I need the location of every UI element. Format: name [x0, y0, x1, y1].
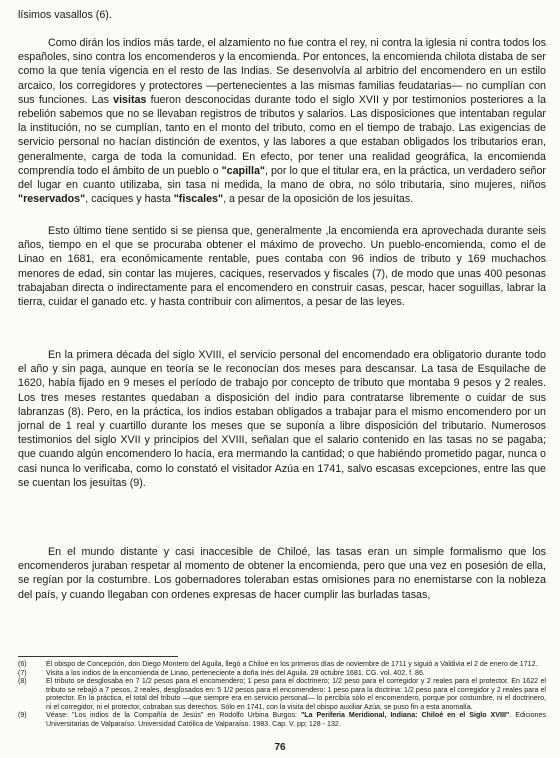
- footnote: (6) El obispo de Concepción, don Diego Montero del Aguila, llegó a Chiloé en los primeros días de noviembre de 1711 y siguió a Valdivia el 2 de enero de 1712.: [18, 660, 538, 668]
- footnote: (9) Véase: "Los indios de la Compañía de Jesús" en Rodolfo Urbina Burgos: "La Periferia Meridional, Indiana: Chiloé en el Siglo XVIII". Ediciones Universitarias de Valparaíso. Universidad Católica de Valparaíso. 1983. Cap. V. pp; 128 - 132.: [18, 711, 546, 728]
- footnote-divider: [18, 656, 178, 657]
- bold-fiscales: "fiscales": [173, 193, 224, 206]
- paragraph-1: Como dirán los indios más tarde, el alzamiento no fue contra el rey, ni contra la iglesia ni contra todos los españoles, sino contra los encomenderos y la encomienda. Por entonces, la encomienda chilota distaba de ser como la que tenía vigencia en el resto de las Indias. Se desenvolvía al arbitrio del encomendero en un estilo arcaico, los corregidores y protectores —pertenecientes a las mismas familias feudatarias— no cumplían con sus funciones. Las visitas fueron desconocidas durante todo el siglo XVII y por testimonios posteriores a la rebelión sabemos que no se llevaban registros de tributos y salarios. Las disposiciones que intentaban regular la institución, no se cumplían, tanto en el monto del tributo, como en el tiempo de trabajo. Las exigencias de servicio personal no hacían distinción de exentos, y las labores a que estaban obligados los tributarios eran, generalmente, carga de toda la comunidad. En efecto, por tener una realidad geográfica, la encomienda comprendía todo el ámbito de un pueblo o "capilla", por lo que el titular era, en la práctica, un verdadero señor del lugar en cuanto utilizaba, sin tasa ni medida, la mano de obra, no sólo tributaria, sino mujeres, niños "reservados", caciques y hasta "fiscales", a pesar de la oposición de los jesuítas.: [18, 37, 546, 206]
- paragraph-3: En la primera década del siglo XVIII, el servicio personal del encomendado era obligatorio durante todo el año y sin paga, aunque en teoría se le reconocían dos meses para descansar. La tasa de Esquilache de 1620, había fijado en 9 meses el período de trabajo por concepto de tributo que montaba 9 pesos y 2 reales. Los tres meses restantes quedaban a disposición del indio para contratarse libremente o cuidar de sus labranzas (8). Pero, en la práctica, los indios estaban obligados a trabajar para el mismo encomendero por un jornal de 1 real y cuartillo durante los meses que se suponía a libre disposición del tributario. Numerosos testimonios del siglo XVII y principios del XVIII, señalan que el salario contenido en las tasas no se pagaba; que cuando algún encomendero lo hacía, era mermando la cantidad; o que habiéndo prometido pagar, nunca o casi nunca lo verificaba, como lo constató el visitador Azúa en 1741, salvo escasas excepciones, entre las que se cuentan los jesuítas (9).: [18, 349, 546, 489]
- page-number: 76: [274, 742, 286, 753]
- book-title: "La Periferia Meridional, Indiana: Chiloé en el Siglo XVIII": [300, 711, 510, 720]
- bold-reservados: "reservados": [18, 193, 86, 206]
- continuation-line: lísimos vasallos (6).: [18, 9, 112, 21]
- bold-visitas: visitas: [113, 93, 147, 106]
- footnote: (8) El tributo se desglosaba en 7 1/2 pesos para el encomendero; 1 peso para el doctrinero; 1/2 peso para el corregidor y 2 reales para el protector. En 1622 el tributo se rebajó a 7 pesos, 2 reales, desglosados en: 5 1/2 pesos para el encomendero: 1 peso para la doctrina: 1/2 peso para el corregidor y 2 reales para el protector. En la práctica, el total del tributo —que siempre era en servicio personal— lo percibía sólo el encomendero, porque por costumbre, ni el doctrinero, ni el corregidor, ni el protector, cobraban sus derechos. Sólo en 1741, con la visita del obispo auxiliar Azúa, se puso fin a esta anomalía.: [18, 677, 546, 711]
- footnote: (7) Visita a los indios de la encomienda de Linao, perteneciente a doña Inés del Aguila. 29 octubre 1681. CG. vol. 402, f. 86.: [18, 668, 425, 677]
- footnotes: [18, 660, 546, 728]
- bold-capilla: "capilla": [221, 164, 265, 177]
- paragraph-4: En el mundo distante y casi inaccesible de Chiloé, las tasas eran un simple formalismo que los encomenderos juraban respetar al momento de obtener la encomienda, pero que una vez en posesión de ella, se regían por la costumbre. Los gobernadores toleraban estas omisiones para no enemistarse con la nobleza del país, y cuando llegaban con ordenes expresas de hacer cumplir las burladas tasas,: [18, 546, 546, 601]
- paragraph-2: Esto último tiene sentido si se piensa que, generalmente ,la encomienda era aprovechada durante seis años, tiempo en el que se procuraba obtener el máximo de provecho. Un pueblo-encomienda, como el de Linao en 1681, era económicamente rentable, pues contaba con 96 indios de tributo y 169 muchachos menores de edad, sin contar las mujeres, caciques, reservados y fiscales (7), de modo que unas 400 pesonas trabajaban directa o indirectamente para el encomendero en construir casas, pescar, hacer soguillas, labrar la tierra, cuidar el ganado etc. y hasta contribuir con alimentos, a pesar de las leyes.: [18, 225, 546, 309]
